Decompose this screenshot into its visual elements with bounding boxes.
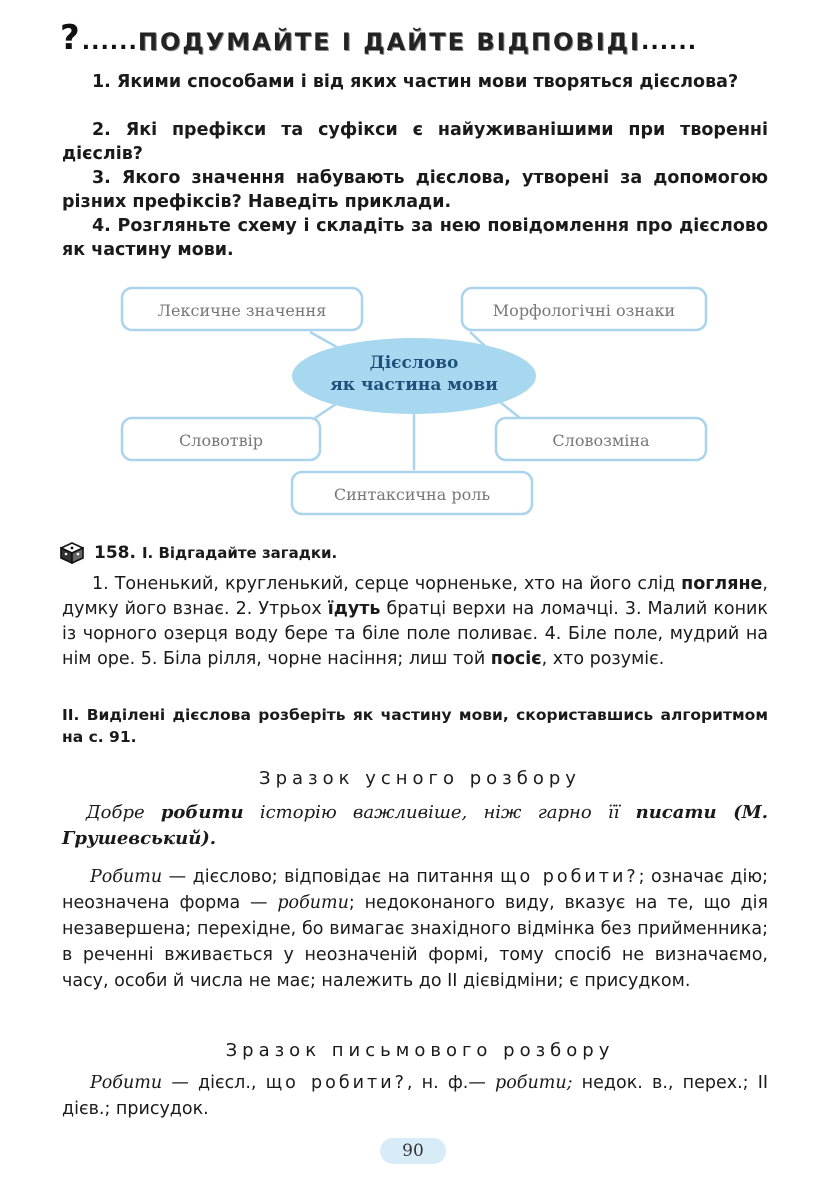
heading-dots-right: ...... bbox=[640, 29, 698, 55]
question-1: 1. Якими способами і від яких частин мови творяться дієслова? bbox=[92, 72, 739, 92]
highlighted-verb: їдуть bbox=[327, 599, 381, 619]
quote-text: історію важливіше, ніж гарно її bbox=[243, 802, 636, 823]
epigraph-quote bbox=[62, 800, 768, 852]
analysis-text: — дієсл., bbox=[162, 1073, 266, 1093]
oral-analysis-text bbox=[62, 864, 768, 994]
node-wordform: Словотвір bbox=[179, 431, 263, 450]
analysis-text: недок. в., перех.; ІІ дієв.; присудок. bbox=[62, 1073, 769, 1119]
exercise-header bbox=[60, 540, 780, 566]
riddle-text: 1. Тоненький, кругленький, серце чорненьке, хто на його слід bbox=[92, 574, 682, 594]
analysis-term: Робити bbox=[90, 1073, 163, 1093]
written-analysis-title: Зразок письмового розбору bbox=[225, 1040, 615, 1061]
question-3: 3. Якого значення набувають дієслова, утворені за допомогою різних префіксів? Наведіть приклади. bbox=[62, 168, 768, 212]
heading-dots-left: ...... bbox=[81, 29, 138, 55]
center-line-2: як частина мови bbox=[330, 375, 498, 395]
highlighted-verb: погляне bbox=[681, 574, 763, 594]
written-analysis-text bbox=[62, 1070, 768, 1122]
analysis-term: робити; bbox=[495, 1073, 573, 1093]
dice-icon bbox=[60, 542, 84, 564]
exercise-task-2: ІІ. Виділені дієслова розберіть як частину мови, скориставшись алгоритмом на с. 91. bbox=[62, 706, 768, 746]
exercise-task-1: І. Відгадайте загадки. bbox=[141, 544, 338, 562]
exercise-number: 158. bbox=[94, 543, 136, 563]
highlighted-verb: посіє bbox=[490, 649, 542, 669]
analysis-text: ; означає дію; неозначена форма — bbox=[62, 867, 768, 913]
quote-verb: писати bbox=[635, 802, 717, 823]
question-4: 4. Розгляньте схему і складіть за нею повідомлення про дієслово як частину мови. bbox=[62, 216, 768, 260]
quote-author: (М. Грушевський). bbox=[62, 802, 768, 849]
riddles-text bbox=[62, 572, 768, 672]
node-morph: Морфологічні ознаки bbox=[492, 301, 676, 320]
node-lexical: Лексичне значення bbox=[157, 301, 327, 320]
analysis-term: Робити bbox=[90, 867, 163, 887]
riddle-text: , думку його взнає. 2. Утрьох bbox=[62, 574, 768, 619]
analysis-text: , н. ф.— bbox=[406, 1073, 496, 1093]
question-2: 2. Які префікси та суфікси є найуживанішими при творенні дієслів? bbox=[62, 120, 768, 164]
center-line-1: Дієслово bbox=[369, 353, 459, 373]
riddle-text: братці верхи на ломачці. 3. Малий коник із чорного озерця воду бере та біле поле поливає. 4. Біле поле, мудрий на нім оре. 5. Біла рілля, чорне насіння; лиш той bbox=[62, 599, 768, 669]
section-heading bbox=[60, 22, 780, 62]
heading-title: ПОДУМАЙТЕ І ДАЙТЕ ВІДПОВІДІ bbox=[137, 28, 641, 56]
node-inflection: Словозміна bbox=[552, 431, 650, 450]
analysis-text: — дієслово; відповідає на питання bbox=[162, 867, 501, 887]
verb-scheme-diagram bbox=[0, 280, 840, 520]
oral-analysis-title: Зразок усного розбору bbox=[259, 768, 581, 789]
question-mark-icon: ? bbox=[60, 22, 80, 58]
quote-text: Добре bbox=[86, 802, 161, 823]
analysis-text: ; недоконаного виду, вказує на те, що дія незавершена; перехідне, бо вимагає знахідного відмінка без прийменника; в реченні вживається у неозначеній формі, тому спосіб не визначаємо, часу, особи й числа не має; належить до ІІ дієвідміни; є присудком. bbox=[62, 893, 768, 991]
analysis-question: що робити? bbox=[265, 1073, 407, 1093]
node-syntax: Синтаксична роль bbox=[333, 485, 491, 504]
page-number: 90 bbox=[380, 1138, 446, 1164]
riddle-text: , хто розуміє. bbox=[541, 649, 665, 669]
analysis-question: що робити? bbox=[500, 867, 639, 887]
quote-verb: робити bbox=[160, 802, 244, 823]
analysis-term: робити bbox=[277, 893, 349, 913]
